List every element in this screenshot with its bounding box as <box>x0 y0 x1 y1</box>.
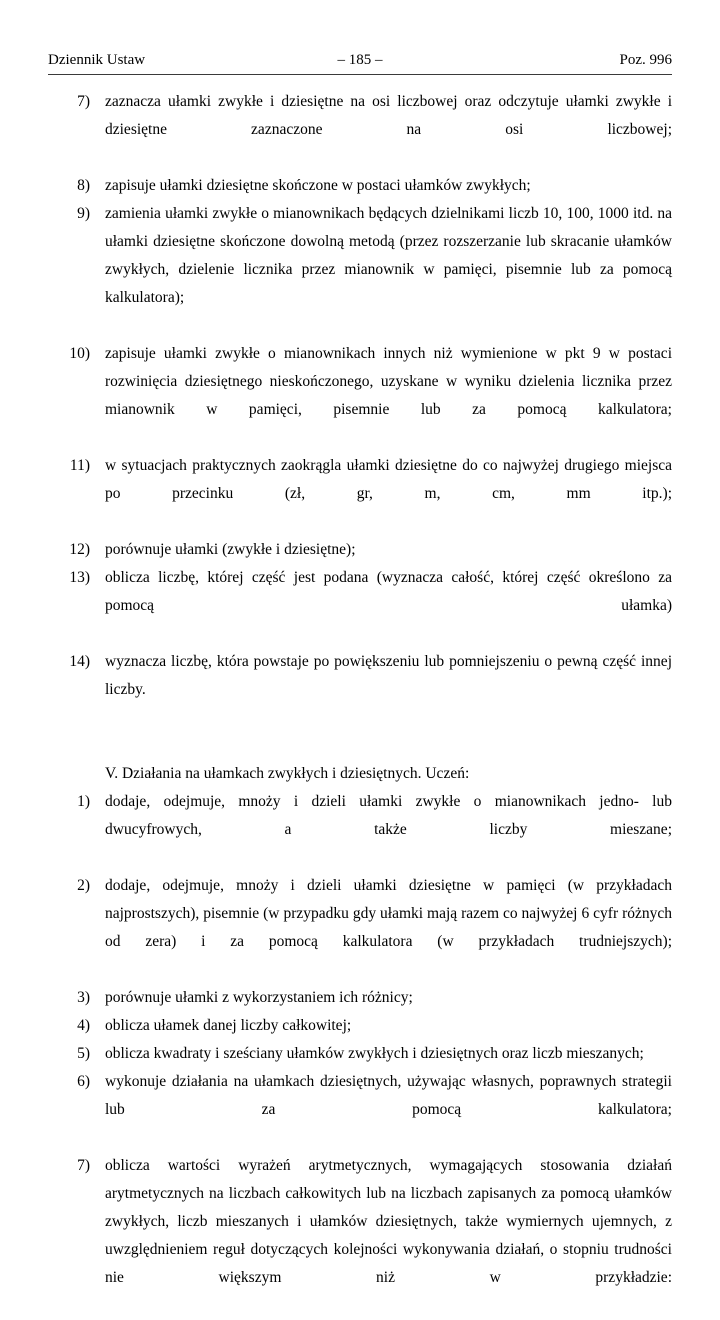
list-item-number: 10) <box>69 345 90 362</box>
list-item-text: zapisuje ułamki dziesiętne skończone w postaci ułamków zwykłych; <box>105 177 531 194</box>
list-item-text: porównuje ułamki (zwykłe i dziesiętne); <box>105 541 356 558</box>
list-item-number: 4) <box>77 1017 90 1034</box>
list-item-number: 12) <box>69 541 90 558</box>
list-item-text: zamienia ułamki zwykłe o mianownikach będących dzielnikami liczb 10, 100, 1000 itd. na ułamki dziesiętne skończone dowolną metodą (przez rozszerzanie lub skracanie ułamków zwykłych, dzielenie licznika przez mianownik w pamięci, pisemnie lub za pomocą kalkulatora); <box>105 205 672 306</box>
list-item <box>48 788 672 872</box>
list-item-number: 14) <box>69 653 90 670</box>
list-item-text: oblicza liczbę, której część jest podana (wyznacza całość, której część określono za pomocą ułamka) <box>105 569 672 614</box>
header-publication-title: Dziennik Ustaw <box>48 52 146 68</box>
list-item-number: 11) <box>69 457 90 474</box>
list-item-number: 5) <box>77 1045 90 1062</box>
list-item-text: oblicza wartości wyrażeń arytmetycznych, wymagających stosowania działań arytmetycznych na liczbach całkowitych lub na liczbach zapisanych za pomocą ułamków zwykłych, liczb mieszanych i ułamków dziesiętnych, także wymiernych ujemnych, z uwzględnieniem reguł dotyczących kolejności wykonywania działań, o stopniu trudności nie większym niż w przykładzie: <box>105 1157 672 1286</box>
list-item <box>48 200 672 340</box>
list-item <box>48 564 672 648</box>
list-item-text: dodaje, odejmuje, mnoży i dzieli ułamki zwykłe o mianownikach jedno- lub dwucyfrowych, a także liczby mieszane; <box>105 793 672 838</box>
list-item <box>48 1040 672 1068</box>
list-item <box>48 1012 672 1040</box>
list-item-text: zaznacza ułamki zwykłe i dziesiętne na osi liczbowej oraz odczytuje ułamki zwykłe i dziesiętne zaznaczone na osi liczbowej; <box>105 93 672 138</box>
list-item-text: w sytuacjach praktycznych zaokrągla ułamki dziesiętne do co najwyżej drugiego miejsca po przecinku (zł, gr, m, cm, mm itp.); <box>105 457 672 502</box>
list-item-text: dodaje, odejmuje, mnoży i dzieli ułamki dziesiętne w pamięci (w przykładach najprostszych), pisemnie (w przypadku gdy ułamki mają razem co najwyżej 6 cyfr różnych od zera) i za pomocą kalkulatora (w przykładach trudniejszych); <box>105 877 672 950</box>
numbered-list-section-v <box>48 788 672 1320</box>
list-item-number: 1) <box>77 793 90 810</box>
list-item <box>48 984 672 1012</box>
list-item <box>48 648 672 732</box>
section-spacer <box>48 732 672 760</box>
list-item-text: wyznacza liczbę, która powstaje po powiększeniu lub pomniejszeniu o pewną część innej liczby. <box>105 653 672 698</box>
list-item-number: 8) <box>77 177 90 194</box>
section-heading-v: V. Działania na ułamkach zwykłych i dziesiętnych. Uczeń: <box>105 765 470 782</box>
list-item <box>48 1068 672 1152</box>
list-item-number: 3) <box>77 989 90 1006</box>
list-item-text: porównuje ułamki z wykorzystaniem ich różnicy; <box>105 989 413 1006</box>
list-item <box>48 872 672 984</box>
header-page-number: – 185 – <box>337 52 383 68</box>
list-item-number: 2) <box>77 877 90 894</box>
list-item <box>48 340 672 452</box>
list-item-text: zapisuje ułamki zwykłe o mianownikach innych niż wymienione w pkt 9 w postaci rozwinięcia dziesiętnego nieskończonego, uzyskane w wyniku dzielenia licznika przez mianownik w pamięci, pisemnie lub za pomocą kalkulatora; <box>105 345 672 418</box>
list-item-number: 6) <box>77 1073 90 1090</box>
numbered-list-section-iv <box>48 88 672 732</box>
running-header <box>48 48 672 75</box>
list-item-number: 9) <box>77 205 90 222</box>
header-position-reference: Poz. 996 <box>619 52 672 68</box>
list-item-number: 7) <box>77 93 90 110</box>
list-item <box>48 452 672 536</box>
list-item-text: oblicza ułamek danej liczby całkowitej; <box>105 1017 352 1034</box>
page-content <box>48 88 672 1320</box>
list-item <box>48 536 672 564</box>
list-item-text: oblicza kwadraty i sześciany ułamków zwykłych i dziesiętnych oraz liczb mieszanych; <box>105 1045 644 1062</box>
list-item <box>48 1152 672 1320</box>
list-item-number: 13) <box>69 569 90 586</box>
list-item <box>48 88 672 172</box>
list-item-number: 7) <box>77 1157 90 1174</box>
list-item-text: wykonuje działania na ułamkach dziesiętnych, używając własnych, poprawnych strategii lub za pomocą kalkulatora; <box>105 1073 672 1118</box>
list-item <box>48 172 672 200</box>
